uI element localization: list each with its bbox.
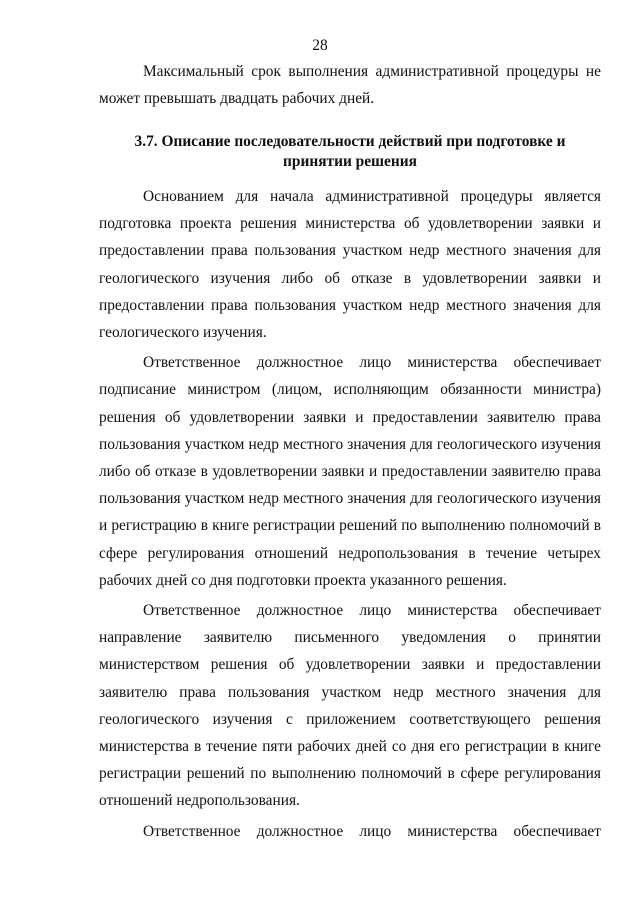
intro-paragraph: Максимальный срок выполнения административной процедуры не может превышать двадцать рабочих дней. bbox=[99, 63, 601, 108]
intro-block bbox=[99, 58, 601, 115]
page-number: 28 bbox=[312, 37, 328, 54]
section-heading: 3.7. Описание последовательности действий при подготовке и принятии решения bbox=[134, 133, 566, 170]
body-paragraph-3: Ответственное должностное лицо министерства обеспечивает направление заявителю письменного уведомления о принятии министерством решения об удовлетворении заявки и предоставлении заявителю права пользования участком недр местного значения для геологического изучения с приложением соответствующего решения министерства в течение пяти рабочих дней со дня его регистрации в книге регистрации решений по выполнению полномочий в сфере регулирования отношений недропользования. bbox=[99, 602, 601, 810]
body-block bbox=[99, 183, 601, 848]
body-paragraph-4: Ответственное должностное лицо министерства обеспечивает bbox=[143, 822, 601, 840]
body-paragraph-1: Основанием для начала административной процедуры является подготовка проекта решения министерства об удовлетворении заявки и предоставлении права пользования участком недр местного значения для геологического изучения либо об отказе в удовлетворении заявки и предоставлении права пользования участком недр местного значения для геологического изучения. bbox=[99, 188, 601, 342]
body-paragraph-2: Ответственное должностное лицо министерства обеспечивает подписание министром (лицом, исполняющим обязанности министра) решения об удовлетворении заявки и предоставлении заявителю права пользования участком недр местного значения для геологического изучения либо об отказе в удовлетворении заявки и предоставлении заявителю права пользования участком недр местного значения для геологического изучения и регистрацию в книге регистрации решений по выполнению полномочий в сфере регулирования отношений недропользования в течение четырех рабочих дней со дня подготовки проекта указанного решения. bbox=[99, 354, 601, 589]
